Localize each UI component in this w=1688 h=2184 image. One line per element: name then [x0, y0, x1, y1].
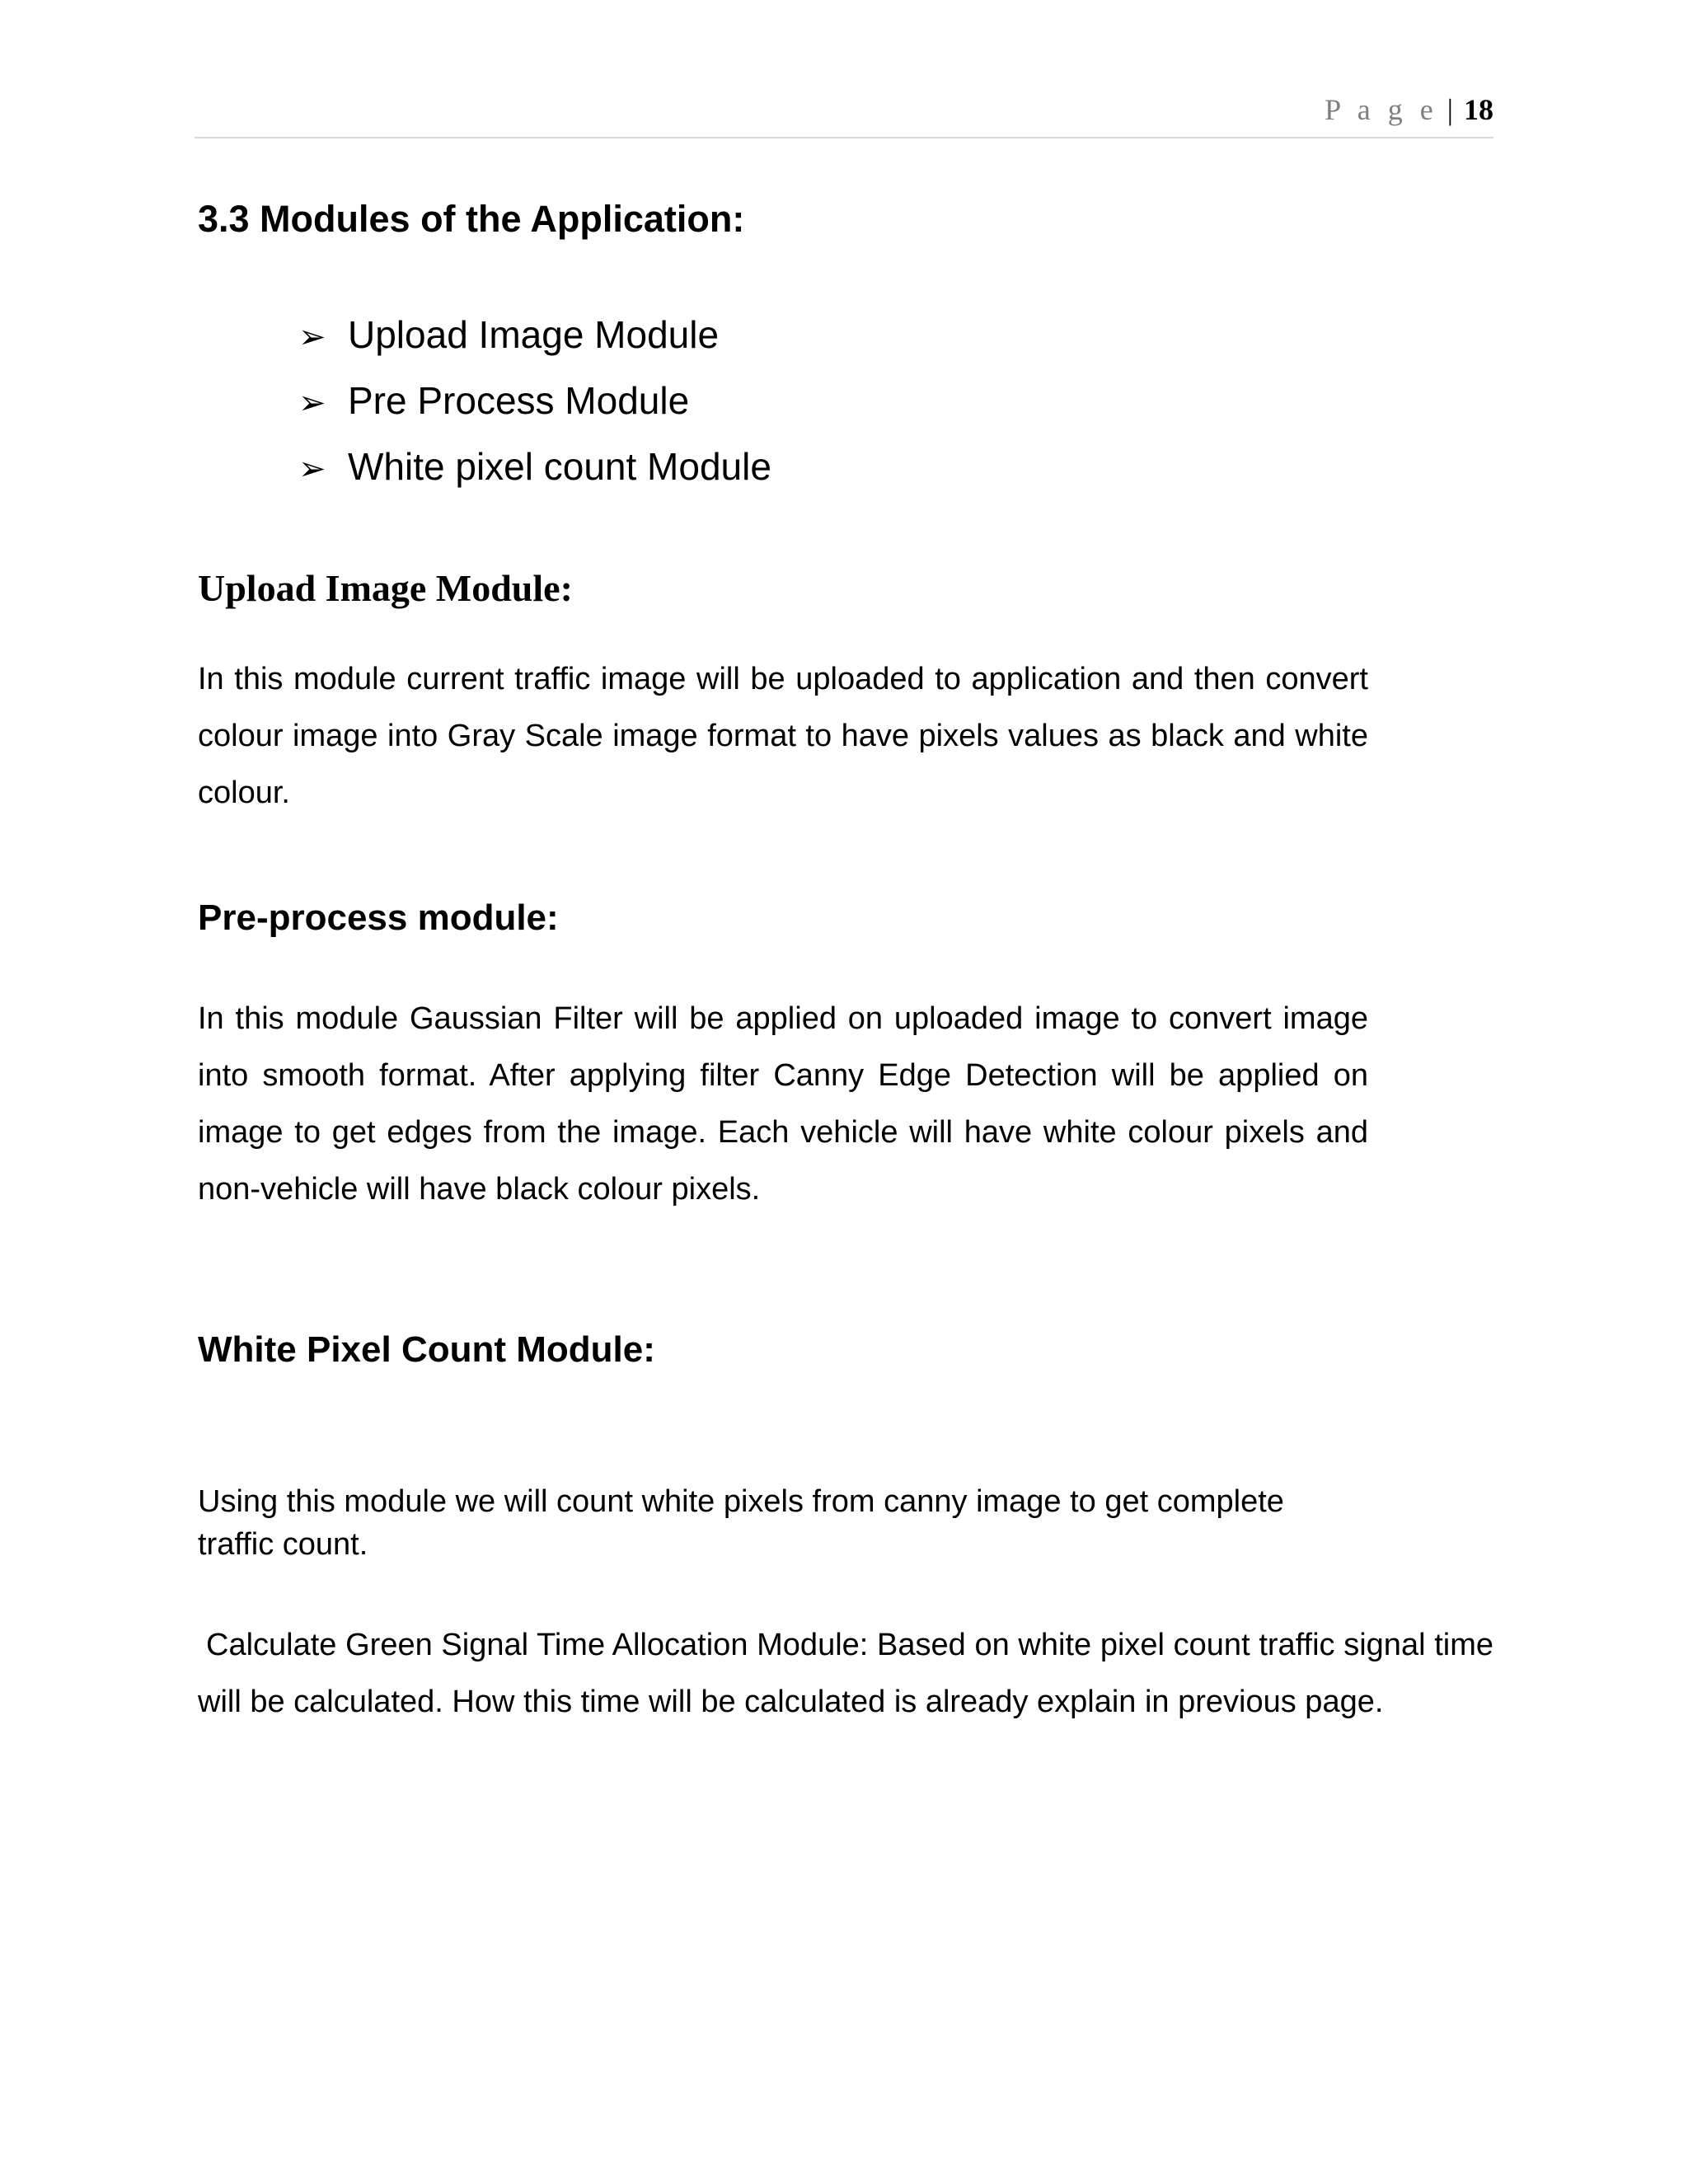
list-item-label: Upload Image Module	[348, 313, 720, 356]
upload-module-heading: Upload Image Module:	[198, 567, 573, 609]
page-number: 18	[1464, 93, 1493, 126]
list-item	[298, 434, 771, 499]
upload-module-text: In this module current traffic image will be uploaded to application and then convert colour image into Gray Scale image format to have pixels values as black and white colour.	[198, 662, 1368, 810]
list-item-label: Pre Process Module	[348, 379, 690, 422]
section-title: 3.3 Modules of the Application:	[198, 198, 745, 240]
preprocess-module-heading: Pre-process module:	[198, 898, 559, 938]
page-separator: |	[1447, 93, 1453, 126]
green-signal-module-text: Calculate Green Signal Time Allocation Module: Based on white pixel count traffic signal time will be calculated. How this time will be calculated is already explain in previous page.	[198, 1628, 1493, 1719]
arrow-bullet-icon: ➢	[298, 384, 326, 422]
module-list	[298, 302, 771, 499]
white-pixel-module-text: Using this module we will count white pixels from canny image to get complete traffic count.	[198, 1484, 1284, 1562]
white-pixel-module-heading: White Pixel Count Module:	[198, 1329, 655, 1370]
page-header	[195, 92, 1493, 138]
list-item	[298, 302, 771, 368]
arrow-bullet-icon: ➢	[298, 450, 326, 488]
page-label: P a g e	[1325, 93, 1438, 126]
arrow-bullet-icon: ➢	[298, 318, 326, 356]
list-item	[298, 368, 771, 434]
list-item-label: White pixel count Module	[348, 445, 771, 488]
preprocess-module-text: In this module Gaussian Filter will be applied on uploaded image to convert image into smooth format. After applying filter Canny Edge Detection will be applied on image to get edges from the image. Each vehicle will have white colour pixels and non-vehicle will have black colour pixels.	[198, 1001, 1368, 1207]
